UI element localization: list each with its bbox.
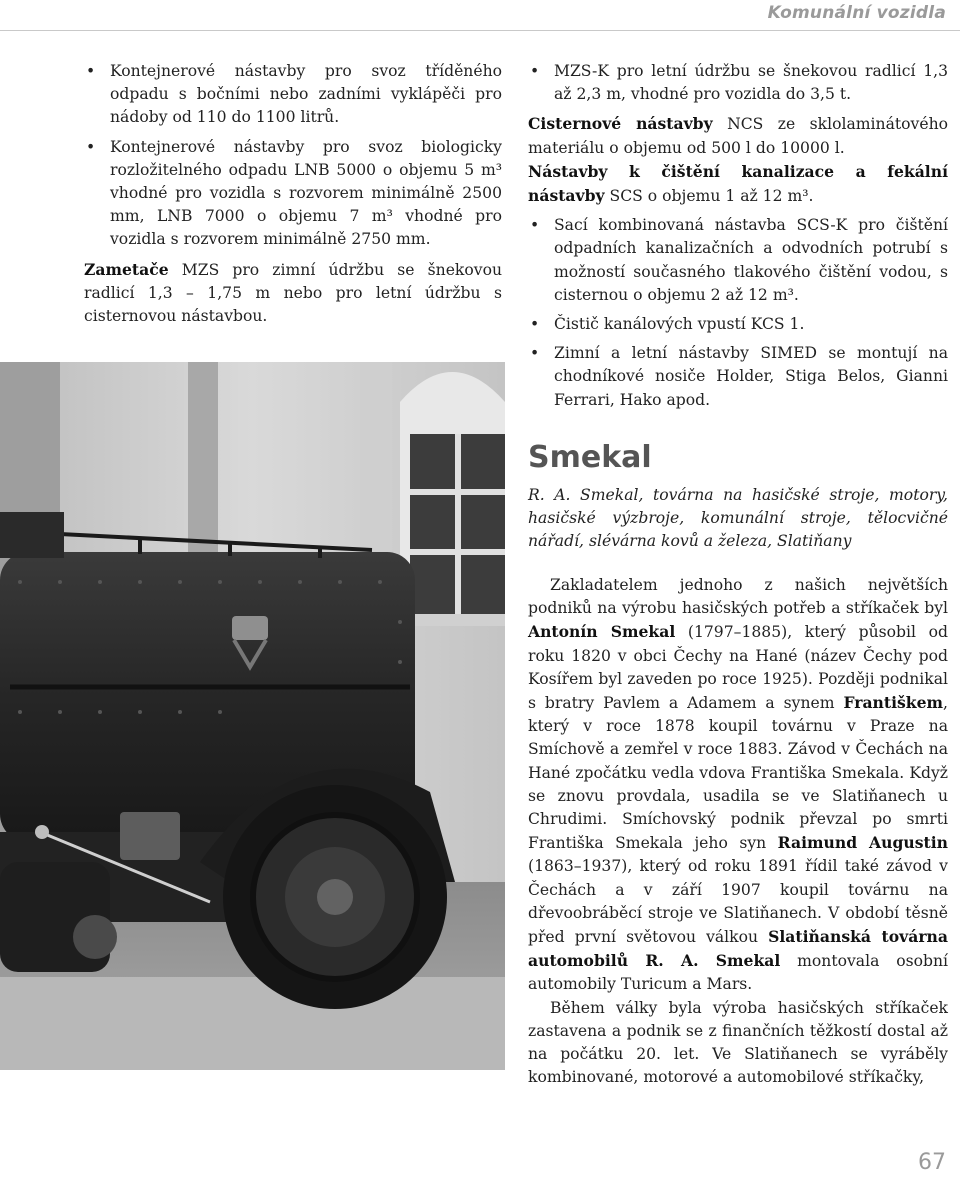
right-column — [528, 60, 948, 418]
list-item: • MZS-K pro letní údržbu se šnekovou radlicí 1,3 až 2,3 m, vhodné pro vozidla do 3,5 t. — [528, 60, 948, 106]
smekal-body — [528, 574, 948, 1089]
text-run: , který v roce 1878 koupil továrnu v Praze na Smíchově a zemřel v roce 1883. Závod v Čechách na Hané zpočátku vedla vdova Františka Smekala. Když se znovu provdala, usadila se ve Slatiňanech u Chrudimi. Smíchovský podnik převzal po smrti Františka Smekala jeho syn — [528, 694, 948, 853]
page-header — [0, 0, 960, 31]
section-title: Komunální vozidla — [767, 3, 946, 23]
text-run: Zakladatelem jednoho z našich největších podniků na výrobu hasičských potřeb a stříkaček byl — [528, 576, 948, 618]
bold-name: Slatiňanská továrna automobilů R. A. Smekal — [528, 927, 948, 971]
right-bullet-list — [528, 214, 948, 412]
left-bullet-list — [84, 60, 502, 252]
cisternove-paragraph — [528, 112, 948, 159]
cisternove-heading: Cisternové nástavby — [528, 114, 713, 134]
zametace-paragraph — [84, 258, 502, 329]
text-run: montovala osobní automobily Turicum a Mars. — [528, 952, 948, 994]
history-paragraph-2: Během války byla výroba hasičských stříkaček zastavena a podnik se z finančních těžkostí dostal až na počátku 20. let. Ve Slatiňanech se vyráběly kombinované, motorové a automobilové stříkačky, — [528, 998, 948, 1087]
text-run: (1863–1937), který od roku 1891 řídil také závod v Čechách a v září 1907 koupil továrnu na dřevoobráběcí stroje ve Slatiňanech. V období těsně před první světovou válkou — [528, 857, 948, 947]
section-heading-smekal: Smekal — [528, 440, 652, 475]
kanalizace-heading: Nástavby k čištění kanalizace a fekální nástavby — [528, 161, 948, 206]
vintage-vehicle-photo — [0, 362, 505, 1070]
kanalizace-text: SCS o objemu 1 až 12 m³. — [604, 187, 814, 206]
list-item: • Kontejnerové nástavby pro svoz biologicky rozložitelného odpadu LNB 5000 o objemu 5 m³ vhodné pro vozidla s rozvorem minimálně 2500 mm, LNB 7000 o objemu 7 m³ vhodné pro vozidla s rozvorem minimálně 2750 mm. — [84, 136, 502, 252]
list-item: • Kontejnerové nástavby pro svoz tříděného odpadu s bočními nebo zadními vyklápěči pro nádoby od 110 do 1100 litrů. — [84, 60, 502, 130]
bold-name: Antonín Smekal — [528, 622, 676, 642]
history-paragraph-1 — [528, 574, 948, 997]
bold-name: Raimund Augustin — [777, 833, 948, 853]
list-item: • Sací kombinovaná nástavba SCS-K pro čištění odpadních kanalizačních a odvodních potrubí s možností současného tlakového čištění vodou, s cisternou o objemu 2 až 12 m³. — [528, 214, 948, 307]
page-number: 67 — [918, 1150, 946, 1175]
company-subtitle: R. A. Smekal, továrna na hasičské stroje, motory, hasičské výzbroje, komunální stroje, tělocvičné nářadí, slévárna kovů a železa, Slatiňany — [528, 486, 948, 551]
text-run: (1797–1885), který působil od roku 1820 v obci Čechy na Hané (název Čechy pod Kosířem byl zaveden po roce 1925). Později podnikal s bratry Pavlem a Adamem a synem — [528, 623, 948, 713]
left-column — [84, 60, 502, 328]
bold-name: Františkem — [843, 693, 944, 713]
zametace-heading: Zametače — [84, 259, 169, 279]
list-item: • Zimní a letní nástavby SIMED se montují na chodníkové nosiče Holder, Stiga Belos, Gianni Ferrari, Hako apod. — [528, 342, 948, 412]
kanalizace-paragraph — [528, 160, 948, 208]
right-bullet-list-top — [528, 60, 948, 106]
cisternove-text: NCS ze sklolaminátového materiálu o objemu od 500 l do 10000 l. — [528, 115, 949, 157]
zametace-text: MZS pro zimní údržbu se šnekovou radlicí 1,3 – 1,75 m nebo pro letní údržbu s cisternovou nástavbou. — [84, 260, 502, 326]
list-item: • Čistič kanálových vpustí KCS 1. — [528, 313, 948, 336]
